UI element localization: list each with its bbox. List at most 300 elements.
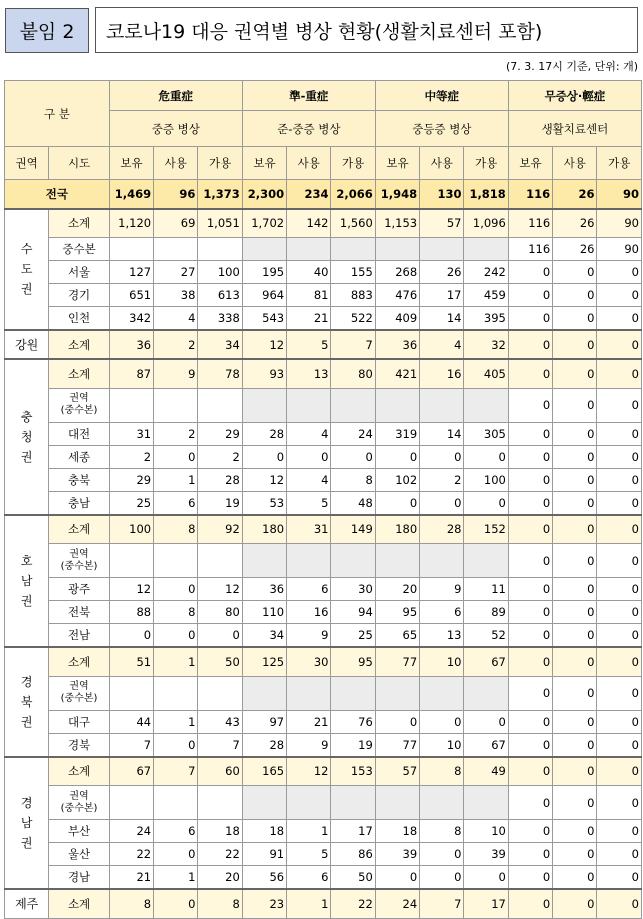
value-cell: 4 [154, 307, 198, 331]
value-cell: 1 [154, 710, 198, 733]
value-cell: 0 [553, 601, 597, 624]
table-row [5, 733, 642, 757]
value-cell: 0 [597, 601, 642, 624]
value-cell: 0 [508, 544, 552, 578]
value-cell: 0 [597, 733, 642, 757]
table-row [5, 422, 642, 445]
value-cell: 67 [464, 733, 508, 757]
value-cell: 6 [420, 601, 464, 624]
value-cell: 0 [597, 866, 642, 890]
value-cell: 0 [508, 676, 552, 710]
value-cell: 1 [154, 647, 198, 676]
value-cell [154, 238, 198, 261]
value-cell: 0 [508, 647, 552, 676]
row-label: 경북 [49, 733, 109, 757]
value-cell: 0 [553, 733, 597, 757]
value-cell: 32 [464, 330, 508, 359]
value-cell: 0 [597, 843, 642, 866]
value-cell: 52 [464, 624, 508, 648]
value-cell: 0 [375, 445, 419, 468]
value-cell: 0 [553, 624, 597, 648]
value-cell: 21 [109, 866, 153, 890]
bed-status-table [4, 80, 642, 919]
value-cell: 476 [375, 284, 419, 307]
value-cell: 86 [331, 843, 375, 866]
value-cell [464, 786, 508, 820]
value-cell: 0 [154, 624, 198, 648]
value-cell: 25 [331, 624, 375, 648]
group-header: 中等症 [375, 81, 508, 111]
value-cell: 67 [109, 757, 153, 786]
value-cell: 153 [331, 757, 375, 786]
value-cell [375, 544, 419, 578]
value-cell: 1,702 [242, 209, 286, 238]
value-cell: 165 [242, 757, 286, 786]
value-cell: 48 [331, 491, 375, 515]
value-cell: 0 [597, 647, 642, 676]
value-cell: 8 [198, 889, 242, 918]
value-cell: 100 [198, 261, 242, 284]
col-label-header: 보유 [109, 147, 153, 180]
value-cell: 40 [287, 261, 331, 284]
value-cell: 0 [508, 307, 552, 331]
table-row [5, 647, 642, 676]
col-label-header: 가용 [464, 147, 508, 180]
value-cell [198, 676, 242, 710]
row-label: 권역 (중수본) [49, 388, 109, 422]
col-sido-header: 시도 [49, 147, 109, 180]
value-cell: 7 [420, 889, 464, 918]
table-row [5, 544, 642, 578]
value-cell: 338 [198, 307, 242, 331]
value-cell: 0 [597, 307, 642, 331]
unit-note: (7. 3. 17시 기준, 단위: 개) [505, 60, 638, 73]
group-subheader: 중증 병상 [109, 111, 242, 147]
value-cell: 0 [464, 710, 508, 733]
value-cell: 0 [553, 284, 597, 307]
value-cell: 522 [331, 307, 375, 331]
value-cell: 92 [198, 515, 242, 544]
value-cell: 78 [198, 359, 242, 388]
value-cell [154, 544, 198, 578]
value-cell: 29 [109, 468, 153, 491]
value-cell: 90 [597, 209, 642, 238]
value-cell: 17 [464, 889, 508, 918]
col-region-header: 권역 [5, 147, 49, 180]
value-cell: 1,051 [198, 209, 242, 238]
value-cell: 30 [331, 578, 375, 601]
value-cell: 7 [109, 733, 153, 757]
value-cell: 22 [109, 843, 153, 866]
value-cell: 6 [154, 820, 198, 843]
value-cell: 421 [375, 359, 419, 388]
value-cell: 4 [287, 422, 331, 445]
value-cell: 0 [420, 445, 464, 468]
value-cell [464, 238, 508, 261]
value-cell: 155 [331, 261, 375, 284]
value-cell: 38 [154, 284, 198, 307]
value-cell: 142 [287, 209, 331, 238]
value-cell: 0 [597, 786, 642, 820]
value-cell: 0 [553, 388, 597, 422]
value-cell: 268 [375, 261, 419, 284]
value-cell: 0 [508, 786, 552, 820]
value-cell [375, 388, 419, 422]
value-cell: 0 [242, 445, 286, 468]
value-cell: 0 [553, 544, 597, 578]
value-cell: 0 [553, 307, 597, 331]
table-row [5, 786, 642, 820]
value-cell: 0 [420, 866, 464, 890]
value-cell: 2 [154, 422, 198, 445]
value-cell: 0 [597, 676, 642, 710]
value-cell: 0 [508, 330, 552, 359]
value-cell [420, 786, 464, 820]
table-row [5, 710, 642, 733]
value-cell: 16 [287, 601, 331, 624]
group-header: 무증상·輕症 [508, 81, 641, 111]
value-cell: 9 [154, 359, 198, 388]
value-cell: 93 [242, 359, 286, 388]
value-cell: 0 [420, 491, 464, 515]
value-cell: 409 [375, 307, 419, 331]
value-cell: 0 [420, 710, 464, 733]
row-label: 소계 [49, 330, 109, 359]
national-cell: 234 [287, 180, 331, 209]
value-cell: 0 [553, 422, 597, 445]
table-row [5, 359, 642, 388]
value-cell [154, 676, 198, 710]
value-cell: 0 [508, 284, 552, 307]
value-cell: 651 [109, 284, 153, 307]
region-name: 제주 [5, 889, 49, 918]
value-cell [242, 676, 286, 710]
row-label: 울산 [49, 843, 109, 866]
attachment-badge: 붙임 2 [5, 8, 89, 53]
col-label-header: 보유 [375, 147, 419, 180]
table-row [5, 445, 642, 468]
value-cell [331, 676, 375, 710]
value-cell [154, 786, 198, 820]
value-cell: 8 [154, 601, 198, 624]
value-cell: 18 [198, 820, 242, 843]
value-cell: 36 [109, 330, 153, 359]
value-cell: 0 [553, 820, 597, 843]
value-cell [242, 388, 286, 422]
value-cell: 17 [420, 284, 464, 307]
value-cell: 0 [154, 578, 198, 601]
value-cell: 1,096 [464, 209, 508, 238]
value-cell: 0 [553, 491, 597, 515]
value-cell: 95 [375, 601, 419, 624]
value-cell: 459 [464, 284, 508, 307]
value-cell: 4 [420, 330, 464, 359]
value-cell: 28 [198, 468, 242, 491]
region-name: 경 남 권 [5, 757, 49, 890]
row-label: 권역 (중수본) [49, 544, 109, 578]
table-row [5, 388, 642, 422]
value-cell: 90 [597, 238, 642, 261]
national-cell: 26 [553, 180, 597, 209]
value-cell: 0 [597, 284, 642, 307]
value-cell: 1 [287, 889, 331, 918]
value-cell: 80 [198, 601, 242, 624]
value-cell: 102 [375, 468, 419, 491]
value-cell [420, 388, 464, 422]
group-header: 危重症 [109, 81, 242, 111]
national-cell: 2,066 [331, 180, 375, 209]
value-cell: 2 [420, 468, 464, 491]
col-label-header: 사용 [287, 147, 331, 180]
value-cell: 0 [553, 359, 597, 388]
col-label-header: 사용 [154, 147, 198, 180]
value-cell: 13 [287, 359, 331, 388]
value-cell: 5 [287, 843, 331, 866]
value-cell: 21 [287, 307, 331, 331]
value-cell: 28 [242, 422, 286, 445]
value-cell [198, 238, 242, 261]
value-cell [464, 676, 508, 710]
value-cell: 27 [154, 261, 198, 284]
col-label-header: 가용 [331, 147, 375, 180]
value-cell: 0 [508, 359, 552, 388]
table-row [5, 238, 642, 261]
group-subheader: 준-중증 병상 [242, 111, 375, 147]
value-cell: 116 [508, 238, 552, 261]
value-cell: 57 [420, 209, 464, 238]
value-cell: 5 [287, 330, 331, 359]
table-row [5, 624, 642, 648]
value-cell: 127 [109, 261, 153, 284]
row-label: 소계 [49, 209, 109, 238]
row-label: 소계 [49, 515, 109, 544]
value-cell: 44 [109, 710, 153, 733]
row-label: 소계 [49, 889, 109, 918]
value-cell: 13 [420, 624, 464, 648]
national-cell: 1,818 [464, 180, 508, 209]
value-cell: 0 [154, 733, 198, 757]
value-cell: 4 [287, 468, 331, 491]
region-name: 충 청 권 [5, 359, 49, 515]
value-cell: 0 [154, 445, 198, 468]
value-cell: 0 [420, 843, 464, 866]
value-cell: 0 [553, 710, 597, 733]
value-cell [375, 238, 419, 261]
value-cell: 50 [331, 866, 375, 890]
row-label: 대구 [49, 710, 109, 733]
table-row [5, 676, 642, 710]
table-row [5, 757, 642, 786]
value-cell: 6 [287, 578, 331, 601]
value-cell: 0 [508, 515, 552, 544]
value-cell [242, 786, 286, 820]
national-cell: 90 [597, 180, 642, 209]
value-cell: 12 [198, 578, 242, 601]
region-name: 경 북 권 [5, 647, 49, 757]
col-label-header: 사용 [553, 147, 597, 180]
value-cell: 8 [154, 515, 198, 544]
value-cell: 242 [464, 261, 508, 284]
value-cell: 883 [331, 284, 375, 307]
table-row [5, 209, 642, 238]
value-cell: 0 [597, 445, 642, 468]
value-cell: 0 [597, 330, 642, 359]
table-row [5, 330, 642, 359]
value-cell: 0 [464, 445, 508, 468]
value-cell: 149 [331, 515, 375, 544]
value-cell: 14 [420, 422, 464, 445]
value-cell: 18 [375, 820, 419, 843]
value-cell: 65 [375, 624, 419, 648]
value-cell: 100 [109, 515, 153, 544]
value-cell: 0 [508, 388, 552, 422]
row-label: 권역 (중수본) [49, 676, 109, 710]
value-cell: 0 [597, 889, 642, 918]
title-area [0, 0, 643, 60]
value-cell: 89 [464, 601, 508, 624]
value-cell: 88 [109, 601, 153, 624]
value-cell: 0 [597, 544, 642, 578]
value-cell [287, 676, 331, 710]
value-cell: 0 [597, 757, 642, 786]
col-label-header: 보유 [508, 147, 552, 180]
value-cell: 125 [242, 647, 286, 676]
value-cell: 25 [109, 491, 153, 515]
value-cell: 10 [420, 733, 464, 757]
table-row [5, 515, 642, 544]
value-cell [331, 786, 375, 820]
value-cell: 1,153 [375, 209, 419, 238]
row-label: 전남 [49, 624, 109, 648]
value-cell: 24 [331, 422, 375, 445]
group-subheader: 생활치료센터 [508, 111, 641, 147]
value-cell: 0 [553, 757, 597, 786]
value-cell: 24 [375, 889, 419, 918]
value-cell: 67 [464, 647, 508, 676]
value-cell [198, 544, 242, 578]
col-label-header: 가용 [597, 147, 642, 180]
value-cell: 543 [242, 307, 286, 331]
row-label: 세종 [49, 445, 109, 468]
value-cell: 26 [553, 238, 597, 261]
value-cell: 0 [553, 468, 597, 491]
value-cell: 9 [287, 733, 331, 757]
value-cell: 14 [420, 307, 464, 331]
value-cell [154, 388, 198, 422]
value-cell: 28 [420, 515, 464, 544]
value-cell: 31 [109, 422, 153, 445]
value-cell: 7 [198, 733, 242, 757]
value-cell: 100 [464, 468, 508, 491]
region-name: 수 도 권 [5, 209, 49, 331]
value-cell: 1,560 [331, 209, 375, 238]
value-cell: 26 [553, 209, 597, 238]
value-cell: 2 [154, 330, 198, 359]
table-row [5, 284, 642, 307]
value-cell: 20 [375, 578, 419, 601]
row-label: 권역 (중수본) [49, 786, 109, 820]
row-label: 경기 [49, 284, 109, 307]
value-cell: 43 [198, 710, 242, 733]
value-cell: 18 [242, 820, 286, 843]
value-cell: 116 [508, 209, 552, 238]
row-label: 광주 [49, 578, 109, 601]
value-cell [198, 388, 242, 422]
table-row [5, 261, 642, 284]
row-label: 중수본 [49, 238, 109, 261]
value-cell: 8 [420, 757, 464, 786]
value-cell: 0 [553, 843, 597, 866]
region-name: 호 남 권 [5, 515, 49, 648]
value-cell: 39 [375, 843, 419, 866]
value-cell: 77 [375, 647, 419, 676]
value-cell: 10 [464, 820, 508, 843]
value-cell: 76 [331, 710, 375, 733]
value-cell: 87 [109, 359, 153, 388]
value-cell: 28 [242, 733, 286, 757]
value-cell: 0 [597, 624, 642, 648]
table-row [5, 491, 642, 515]
value-cell: 342 [109, 307, 153, 331]
table-row [5, 578, 642, 601]
value-cell: 0 [331, 445, 375, 468]
value-cell [287, 388, 331, 422]
national-cell: 1,948 [375, 180, 419, 209]
value-cell: 0 [508, 820, 552, 843]
value-cell: 19 [331, 733, 375, 757]
value-cell [420, 238, 464, 261]
table-row [5, 889, 642, 918]
col-label-header: 보유 [242, 147, 286, 180]
value-cell: 12 [109, 578, 153, 601]
value-cell: 0 [553, 647, 597, 676]
value-cell: 0 [597, 261, 642, 284]
value-cell [331, 238, 375, 261]
value-cell: 60 [198, 757, 242, 786]
table-row [5, 866, 642, 890]
value-cell: 94 [331, 601, 375, 624]
value-cell: 7 [154, 757, 198, 786]
value-cell: 39 [464, 843, 508, 866]
national-cell: 96 [154, 180, 198, 209]
value-cell: 0 [508, 843, 552, 866]
national-cell: 2,300 [242, 180, 286, 209]
value-cell: 10 [420, 647, 464, 676]
value-cell: 56 [242, 866, 286, 890]
row-label: 충남 [49, 491, 109, 515]
row-label: 경남 [49, 866, 109, 890]
row-label: 전북 [49, 601, 109, 624]
value-cell: 77 [375, 733, 419, 757]
value-cell: 6 [287, 866, 331, 890]
value-cell [287, 238, 331, 261]
national-cell: 130 [420, 180, 464, 209]
value-cell: 0 [508, 445, 552, 468]
value-cell: 0 [597, 578, 642, 601]
value-cell: 8 [331, 468, 375, 491]
value-cell: 17 [331, 820, 375, 843]
row-label: 소계 [49, 359, 109, 388]
col-label-header: 사용 [420, 147, 464, 180]
value-cell: 16 [420, 359, 464, 388]
value-cell: 24 [109, 820, 153, 843]
value-cell: 0 [375, 866, 419, 890]
group-header: 準-重症 [242, 81, 375, 111]
value-cell: 26 [420, 261, 464, 284]
value-cell: 0 [508, 889, 552, 918]
value-cell: 0 [553, 261, 597, 284]
value-cell: 12 [242, 468, 286, 491]
